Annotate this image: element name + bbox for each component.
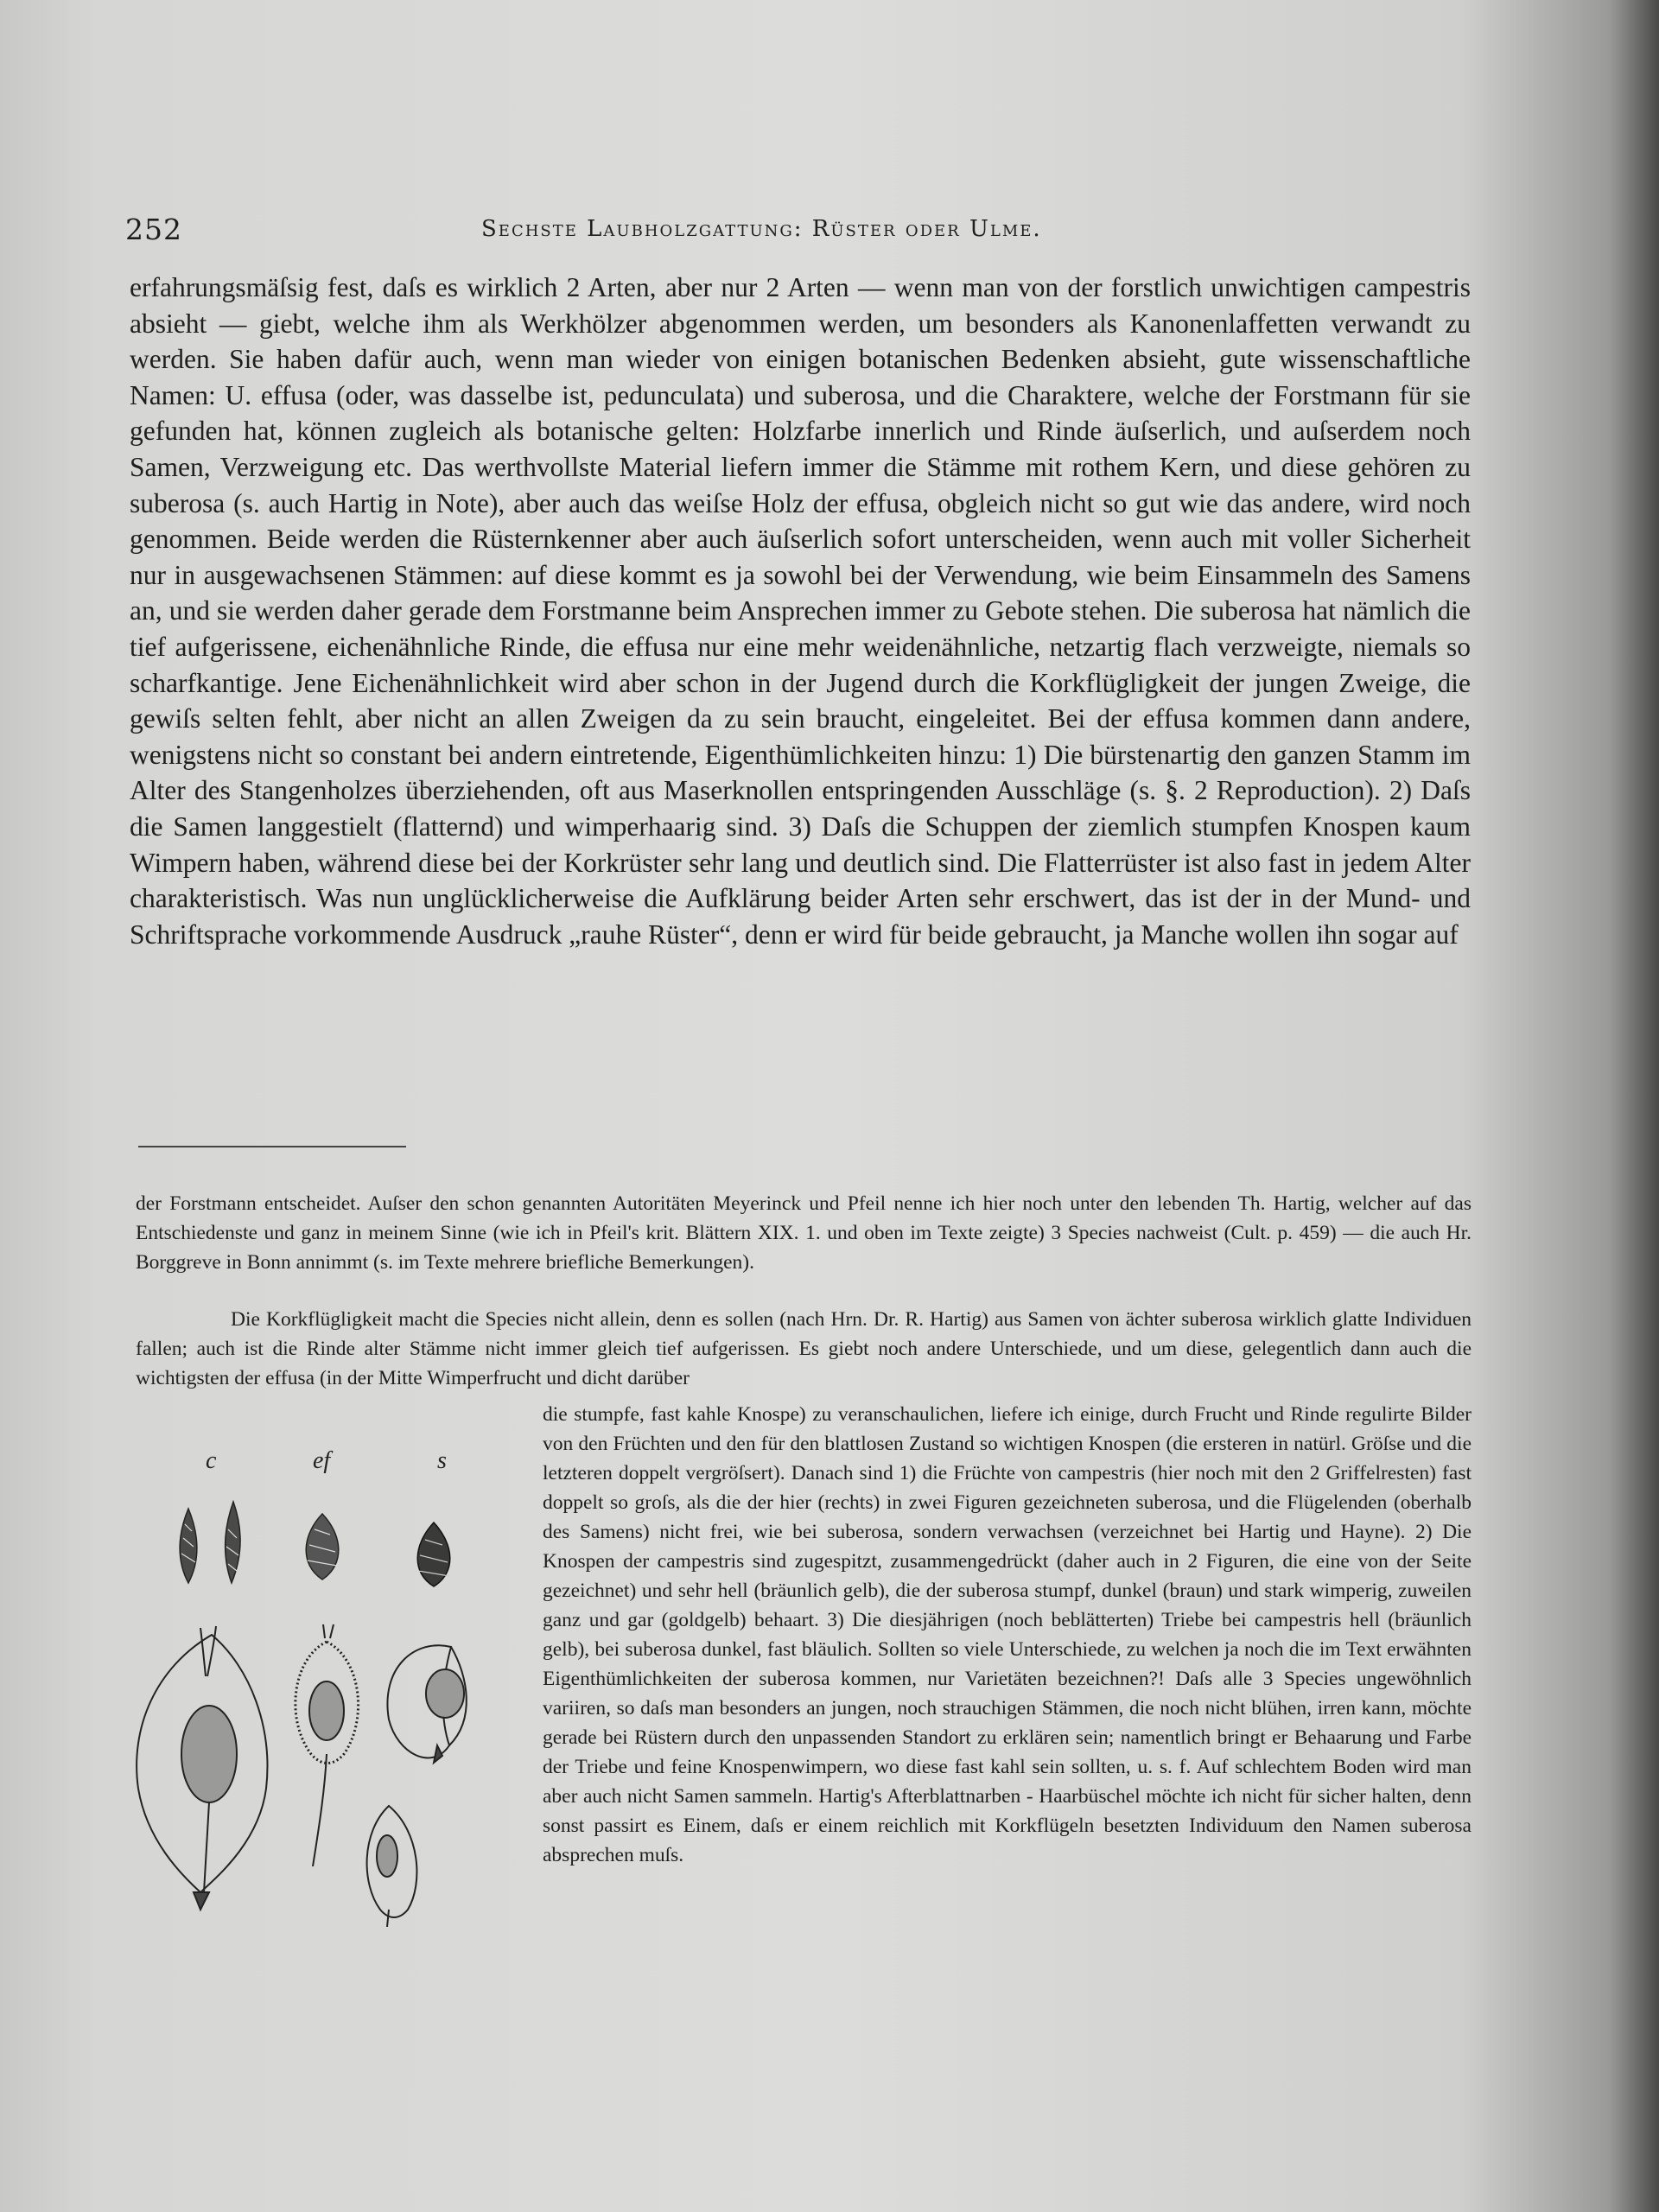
- figure-drawing: [130, 1443, 510, 1927]
- effusa-fruit-icon: [296, 1624, 359, 1866]
- footnote-2-top: [136, 1305, 1471, 1393]
- suberosa-fruit-icon: [367, 1645, 467, 1927]
- main-body-text: [130, 270, 1471, 952]
- campestris-fruit-icon: [137, 1626, 267, 1910]
- campestris-bud-icon: [180, 1502, 240, 1583]
- footnote-separator-rule: [138, 1146, 406, 1147]
- main-paragraph: erfahrungsmäſsig fest, daſs es wirklich 2 Arten, aber nur 2 Arten — wenn man von der forstlich unwichtigen campestris absieht — giebt, welche ihm als Werkhölzer abgenommen werden, um besonders als Kanonenlaffetten verwandt zu werden. Sie haben dafür auch, wenn man wieder von einigen botanischen Bedenken absieht, gute wissenschaftliche Namen: U. effusa (oder, was dasselbe ist, pedunculata) und suberosa, und die Charaktere, welche der Forstmann für sie gefunden hat, können zugleich als botanische gelten: Holzfarbe innerlich und Rinde äuſserlich, und auſserdem noch Samen, Verzweigung etc. Das werthvollste Material liefern immer die Stämme mit rothem Kern, und diese gehören zu suberosa (s. auch Hartig in Note), aber auch das weiſse Holz der effusa, obgleich nicht so gut wie das andere, wird noch genommen. Beide werden die Rüsternkenner aber auch äuſserlich sofort unterscheiden, wenn auch mit voller Sicherheit nur in ausgewachsenen Stämmen: auf diese kommt es ja sowohl bei der Verwendung, wie beim Einsammeln des Samens an, und sie werden daher gerade dem Forstmanne beim Ansprechen immer zu Gebote stehen. Die suberosa hat nämlich die tief aufgerissene, eichenähnliche Rinde, die effusa nur eine mehr weidenähnliche, netzartig flach verzweigte, niemals so scharfkantige. Jene Eichenähnlichkeit wird aber schon in der Jugend durch die Korkflügligkeit der jungen Zweige, die gewiſs selten fehlt, aber nicht an allen Zweigen da zu sein braucht, eingeleitet. Bei der effusa kommen dann andere, wenigstens nicht so constant bei andern eintretende, Eigenthümlichkeiten hinzu: 1) Die bürstenartig den ganzen Stamm im Alter des Stangenholzes überziehenden, oft aus Maserknollen entspringenden Ausschläge (s. §. 2 Reproduction). 2) Daſs die Samen langgestielt (flatternd) und wimperhaarig sind. 3) Daſs die Schuppen der ziemlich stumpfen Knospen kaum Wimpern haben, während diese bei der Korkrüster sehr lang und deutlich sind. Die Flatterrüster ist also fast in jedem Alter charakteristisch. Was nun unglücklicherweise die Aufklärung beider Arten sehr erschwert, das ist der in der Mund- und Schriftsprache vorkommende Ausdruck „rauhe Rüster“, denn er wird für beide gebraucht, ja Manche wollen ihn sogar auf: [130, 272, 1471, 950]
- figure-label-s: s: [437, 1447, 447, 1474]
- page-number: 252: [125, 213, 182, 246]
- elm-fruit-and-bud-figure: [130, 1443, 510, 1927]
- running-head: Sechste Laubholzgattung: Rüster oder Ulme.: [481, 216, 1042, 242]
- page-header: [125, 213, 1473, 247]
- footnote-2-top-text: Die Korkflügligkeit macht die Species nicht allein, denn es sollen (nach Hrn. Dr. R. Hartig) aus Samen von ächter suberosa wirklich glatte Individuen fallen; auch ist die Rinde alter Stämme nicht immer gleich tief aufgerissen. Es giebt noch andere Unterschiede, und um diese, gelegentlich dann auch die wichtigsten der effusa (in der Mitte Wimperfrucht und dicht darüber: [136, 1308, 1471, 1389]
- footnote-2-side: [543, 1400, 1471, 1870]
- figure-label-ef: ef: [313, 1447, 331, 1474]
- footnote-1: [136, 1189, 1471, 1277]
- figure-label-c: c: [206, 1447, 217, 1474]
- effusa-bud-icon: [306, 1514, 339, 1580]
- footnote-2-side-text: die stumpfe, fast kahle Knospe) zu veranschaulichen, liefere ich einige, durch Frucht und Rinde regulirte Bilder von den Früchten und den für den blattlosen Zustand so wichtigen Knospen (die ersteren in natürl. Gröſse und die letzteren doppelt vergröſsert). Danach sind 1) die Früchte von campestris (hier noch mit den 2 Griffelresten) fast doppelt so groſs, als die der hier (rechts) in zwei Figuren gezeichneten suberosa, und die Flügelenden (oberhalb des Samens) nicht frei, wie bei suberosa, sondern verwachsen (verzeichnet bei Hartig und Hayne). 2) Die Knospen der campestris sind zugespitzt, zusammengedrückt (daher auch in 2 Figuren, die eine von der Seite gezeichnet) und sehr hell (bräunlich gelb), die der suberosa stumpf, dunkel (braun) und stark wimperig, zuweilen ganz und gar (goldgelb) behaart. 3) Die diesjährigen (noch beblätterten) Triebe bei campestris hell (bräunlich gelb), bei suberosa dunkel, fast bläulich. Sollten so viele Unterschiede, zu welchen ja noch die im Text erwähnten Eigenthümlichkeiten der suberosa kommen, nur Varietäten bezeichnen?! Daſs alle 3 Species ungewöhnlich variiren, so daſs man besonders an jungen, noch strauchigen Stämmen, die noch nicht blühen, irren kann, möchte gerade bei Rüstern durch den unpassenden Standort zu erklären sein; namentlich bringt er Behaarung und Farbe der Triebe und feine Knospenwimpern, wo diese fast kahl sein sollten, u. s. f. Auf schlechtem Boden wird man aber auch nicht Samen sammeln. Hartig's Afterblattnarben - Haarbüschel möchte ich nicht für sicher halten, denn sonst passirt es Einem, daſs er einem reichlich mit Korkflügeln besetzten Individuum den Namen suberosa absprechen muſs.: [543, 1403, 1471, 1866]
- suberosa-bud-icon: [417, 1522, 450, 1586]
- footnote-1-text: der Forstmann entscheidet. Auſser den schon genannten Autoritäten Meyerinck und Pfeil nenne ich hier noch unter den lebenden Th. Hartig, welcher auf das Entschiedenste und ganz in meinem Sinne (wie ich in Pfeil's krit. Blättern XIX. 1. und oben im Texte zeigte) 3 Species nachweist (Cult. p. 459) — die auch Hr. Borggreve in Bonn annimmt (s. im Texte mehrere briefliche Bemerkungen).: [136, 1192, 1471, 1274]
